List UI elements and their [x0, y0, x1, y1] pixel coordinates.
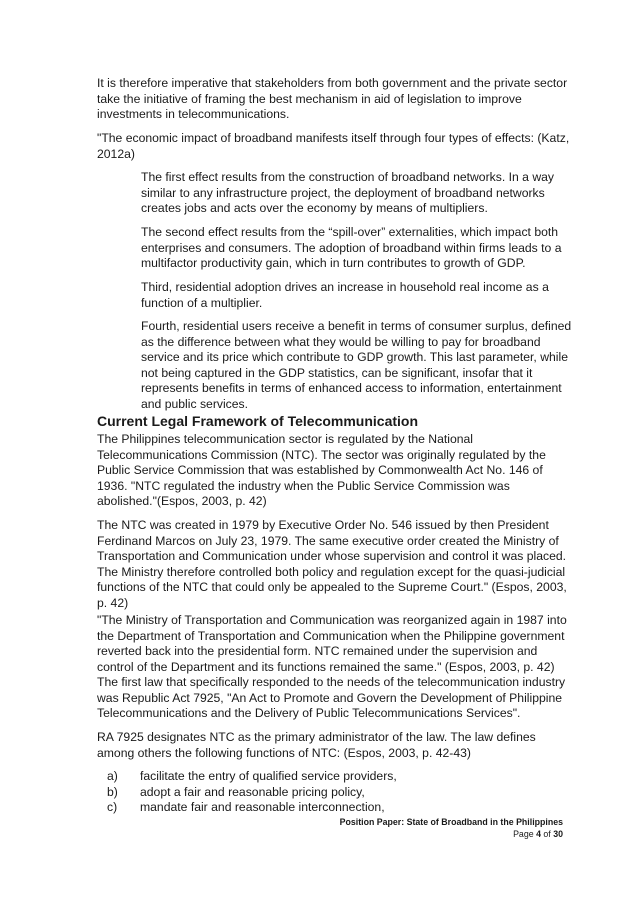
paragraph-imperative: It is therefore imperative that stakeholders from both government and the private sector take the initiative of framing the best mechanism in aid of legislation to improve investments in telecommunications.: [97, 76, 568, 122]
list-item: [107, 800, 397, 816]
list-item-text: mandate fair and reasonable interconnection,: [140, 800, 385, 815]
section-heading: Current Legal Framework of Telecommunication: [97, 413, 419, 429]
paragraph-ra-7925: The first law that specifically responded to the needs of the telecommunication industry was Republic Act 7925, "An Act to Promote and Govern the Development of Philippine Telecommunications and the Delivery of Public Telecommunications Services".: [97, 675, 566, 721]
paragraph-third-effect: Third, residential adoption drives an increase in household real income as a function of a multiplier.: [141, 280, 549, 310]
footer-title: Position Paper: State of Broadband in the Philippines: [339, 817, 563, 827]
list-marker: b): [107, 784, 118, 799]
footer-page-number: Page 4 of 30: [513, 829, 563, 839]
paragraph-ntc-functions: RA 7925 designates NTC as the primary administrator of the law. The law defines among others the following functions of NTC: (Espos, 2003, p. 42-43): [97, 730, 536, 760]
paragraph-fourth-effect: Fourth, residential users receive a benefit in terms of consumer surplus, defined as the difference between what they would be willing to pay for broadband service and its price which contribute to GDP growth. This last parameter, while not being captured in the GDP statistics, can be significant, insofar that it represents benefits in terms of enhanced access to information, entertainment and public services.: [141, 319, 572, 411]
paragraph-ministry-reorganized: "The Ministry of Transportation and Communication was reorganized again in 1987 into the Department of Transportation and Communication when the Philippine government reverted back into the presidential form. NTC remained under the supervision and control of the Department and its functions remained the same." (Espos, 2003, p. 42): [97, 613, 567, 674]
list-item-text: adopt a fair and reasonable pricing policy,: [140, 784, 365, 799]
list-item-text: facilitate the entry of qualified service providers,: [140, 769, 397, 783]
functions-list: [107, 769, 397, 816]
list-item: [107, 785, 397, 801]
paragraph-first-effect: The first effect results from the construction of broadband networks. In a way similar to any infrastructure project, the deployment of broadband networks creates jobs and acts over the economy by means of multipliers.: [141, 170, 554, 216]
paragraph-second-effect: The second effect results from the “spill-over” externalities, which impact both enterprises and consumers. The adoption of broadband within firms leads to a multifactor productivity gain, which in turn contributes to growth of GDP.: [141, 225, 562, 271]
paragraph-economic-impact: "The economic impact of broadband manifests itself through four types of effects: (Katz, 2012a): [97, 131, 570, 161]
list-marker: a): [107, 769, 118, 783]
list-item: [107, 769, 397, 785]
paragraph-ntc-creation: The NTC was created in 1979 by Executive Order No. 546 issued by then President Ferdinand Marcos on July 23, 1979. The same executive order created the Ministry of Transportation and Communication under whose supervision and control it was placed. The Ministry therefore controlled both policy and regulation except for the quasi-judicial functions of the NTC that could only be appealed to the Supreme Court." (Espos, 2003, p. 42): [97, 518, 567, 610]
list-marker: c): [107, 800, 118, 815]
paragraph-ntc-regulation: The Philippines telecommunication sector is regulated by the National Telecommunications Commission (NTC). The sector was originally regulated by the Public Service Commission that was established by Commonwealth Act No. 146 of 1936. "NTC regulated the industry when the Public Service Commission was abolished."(Espos, 2003, p. 42): [97, 432, 546, 509]
